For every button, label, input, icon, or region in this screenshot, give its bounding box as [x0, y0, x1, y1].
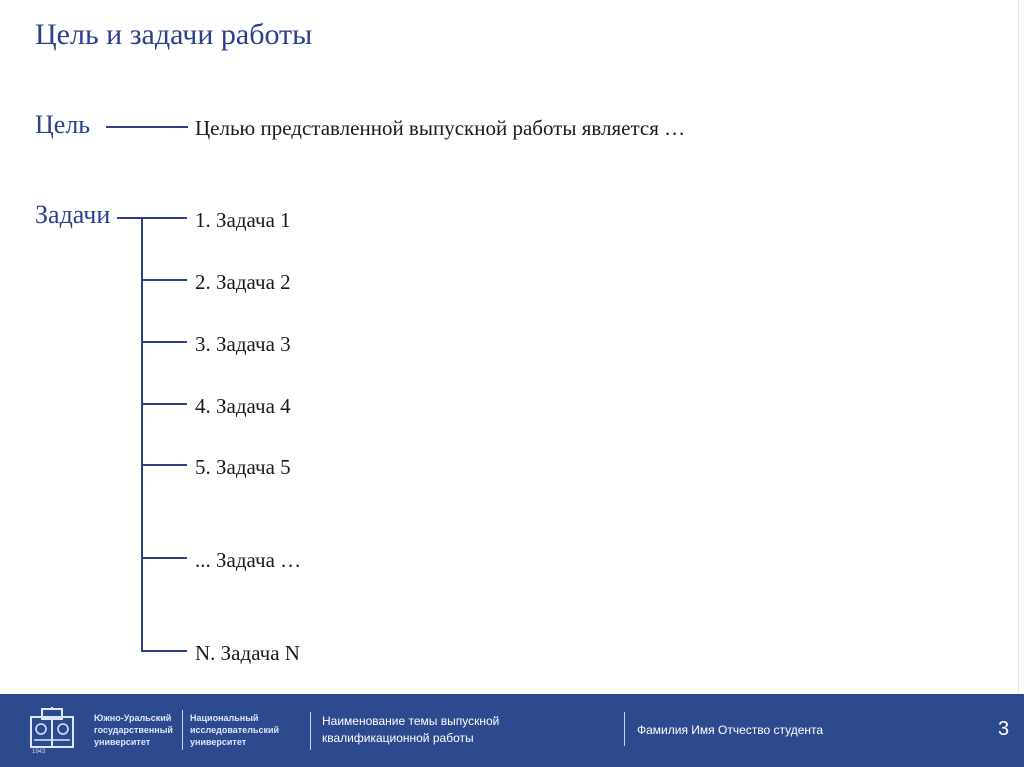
task-branch-line: [141, 464, 187, 466]
task-item-n: N. Задача N: [195, 641, 300, 665]
footer-divider: [182, 710, 183, 750]
task-item-2: 2. Задача 2: [195, 270, 291, 294]
footer-divider: [624, 712, 625, 746]
task-branch-line: [141, 557, 187, 559]
tasks-label: Задачи: [35, 200, 111, 229]
slide-edge: [1018, 0, 1019, 694]
page-number: 3: [998, 718, 1010, 740]
task-branch-line: [141, 650, 187, 652]
goal-connector-line: [106, 126, 188, 128]
footer-bar: [0, 694, 1024, 767]
task-item-4: 4. Задача 4: [195, 394, 291, 418]
logo-year: 1943: [32, 749, 46, 755]
university-crest-icon: [28, 707, 76, 751]
task-item-1: 1. Задача 1: [195, 208, 291, 232]
tasks-connector-line: [117, 217, 187, 219]
footer-divider: [310, 712, 311, 750]
task-branch-line: [141, 403, 187, 405]
thesis-topic: Наименование темы выпускной квалификационной работы: [322, 714, 500, 745]
goal-label: Цель: [35, 110, 91, 139]
goal-text: Целью представленной выпускной работы является …: [195, 116, 686, 140]
university-status: Национальный исследовательский университет: [190, 713, 280, 747]
student-name: Фамилия Имя Отчество студента: [637, 723, 824, 737]
page-title: Цель и задачи работы: [35, 18, 313, 51]
task-item-5: 5. Задача 5: [195, 455, 291, 479]
task-item-more: ... Задача …: [195, 548, 302, 572]
task-branch-line: [141, 341, 187, 343]
task-item-3: 3. Задача 3: [195, 332, 291, 356]
university-name: Южно-Уральский государственный университет: [94, 713, 173, 747]
tasks-tree-trunk: [141, 217, 143, 651]
task-branch-line: [141, 279, 187, 281]
